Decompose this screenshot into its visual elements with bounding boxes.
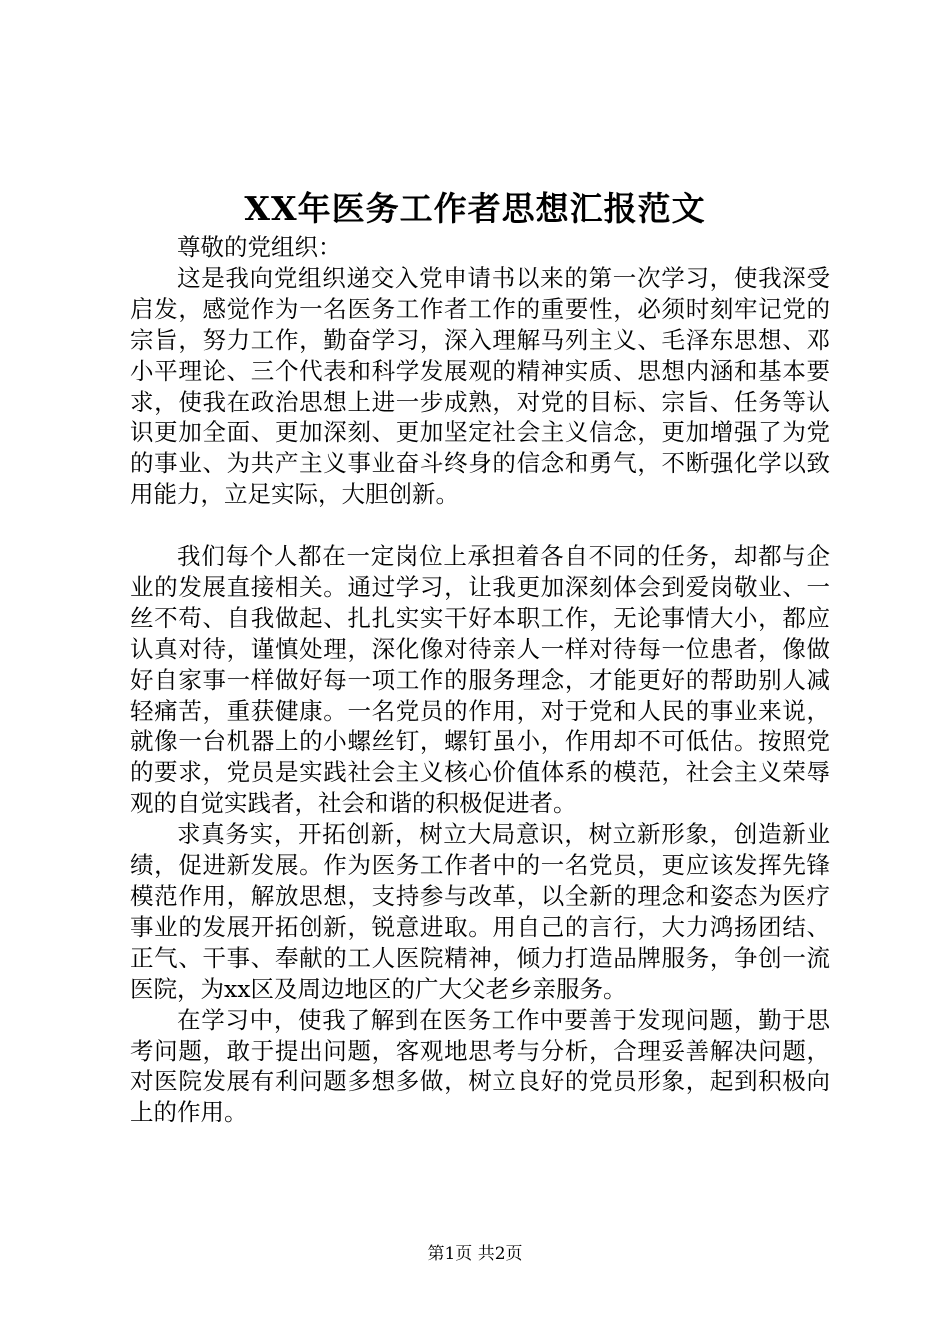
paragraph-spacer: [130, 510, 830, 541]
document-body: [130, 232, 830, 1128]
page-number-footer: 第1页 共2页: [427, 1244, 523, 1264]
salutation: 尊敬的党组织：: [177, 233, 342, 261]
paragraph-3: 求真务实，开拓创新，树立大局意识，树立新形象，创造新业绩，促进新发展。作为医务工作者中的一名党员，更应该发挥先锋模范作用，解放思想，支持参与改革，以全新的理念和姿态为医疗事业的发展开拓创新，锐意进取。用自己的言行，大力鸿扬团结、正气、干事、奉献的工人医院精神，倾力打造品牌服务，争创一流医院，为xx区及周边地区的广大父老乡亲服务。: [130, 820, 830, 1003]
paragraph-2: 我们每个人都在一定岗位上承担着各自不同的任务，却都与企业的发展直接相关。通过学习，让我更加深刻体会到爱岗敬业、一丝不苟、自我做起、扎扎实实干好本职工作，无论事情大小，都应认真对待，谨慎处理，深化像对待亲人一样对待每一位患者，像做好自家事一样做好每一项工作的服务理念，才能更好的帮助别人减轻痛苦，重获健康。一名党员的作用，对于党和人民的事业来说，就像一台机器上的小螺丝钉，螺钉虽小，作用却不可低估。按照党的要求，党员是实践社会主义核心价值体系的模范，社会主义荣辱观的自觉实践者，社会和谐的积极促进者。: [130, 542, 830, 818]
document-title: XX年医务工作者思想汇报范文: [244, 189, 706, 228]
paragraph-1: 这是我向党组织递交入党申请书以来的第一次学习，使我深受启发，感觉作为一名医务工作者工作的重要性，必须时刻牢记党的宗旨，努力工作，勤奋学习，深入理解马列主义、毛泽东思想、邓小平理论、三个代表和科学发展观的精神实质、思想内涵和基本要求，使我在政治思想上进一步成熟，对党的目标、宗旨、任务等认识更加全面、更加深刻、更加坚定社会主义信念，更加增强了为党的事业、为共产主义事业奋斗终身的信念和勇气，不断强化学以致用能力，立足实际，大胆创新。: [130, 263, 830, 509]
paragraph-4: 在学习中，使我了解到在医务工作中要善于发现问题，勤于思考问题，敢于提出问题，客观地思考与分析，合理妥善解决问题，对医院发展有利问题多想多做，树立良好的党员形象，起到积极向上的作用。: [130, 1005, 830, 1127]
